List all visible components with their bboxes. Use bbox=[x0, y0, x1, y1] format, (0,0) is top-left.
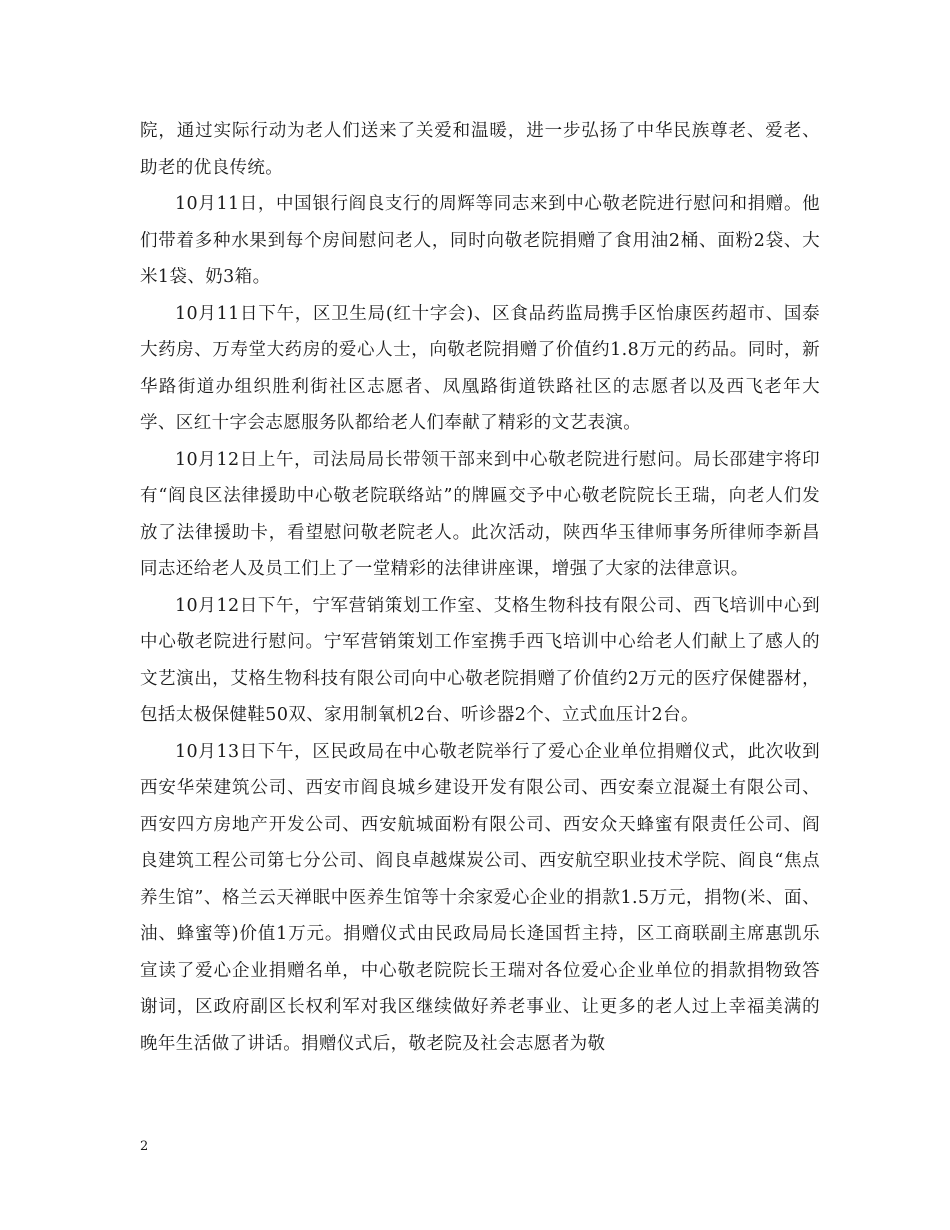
paragraph-3: 10月11日下午，区卫生局(红十字会)、区食品药监局携手区怡康医药超市、国泰大药房、万寿堂大药房的爱心人士，向敬老院捐赠了价值约1.8万元的药品。同时，新华路街道办组织胜利街社区志愿者、凤凰路街道铁路社区的志愿者以及西飞老年大学、区红十字会志愿服务队都给老人们奉献了精彩的文艺表演。 bbox=[140, 303, 820, 433]
paragraph-2: 10月11日，中国银行阎良支行的周辉等同志来到中心敬老院进行慰问和捐赠。他们带着多种水果到每个房间慰问老人，同时向敬老院捐赠了食用油2桶、面粉2袋、大米1袋、奶3箱。 bbox=[140, 194, 820, 287]
document-body bbox=[140, 113, 820, 1062]
page-number: 2 bbox=[140, 1139, 149, 1154]
paragraph-4: 10月12日上午，司法局局长带领干部来到中心敬老院进行慰问。局长邵建宇将印有“阎良区法律援助中心敬老院联络站”的牌匾交予中心敬老院院长王瑞，向老人们发放了法律援助卡，看望慰问敬老院老人。此次活动，陕西华玉律师事务所律师李新昌同志还给老人及员工们上了一堂精彩的法律讲座课，增强了大家的法律意识。 bbox=[140, 449, 820, 579]
paragraph-6: 10月13日下午，区民政局在中心敬老院举行了爱心企业单位捐赠仪式，此次收到西安华荣建筑公司、西安市阎良城乡建设开发有限公司、西安秦立混凝土有限公司、西安四方房地产开发公司、西安航城面粉有限公司、西安众天蜂蜜有限责任公司、阎良建筑工程公司第七分公司、阎良卓越煤炭公司、西安航空职业技术学院、阎良“焦点养生馆”、格兰云天禅眠中医养生馆等十余家爱心企业的捐款1.5万元，捐物(米、面、油、蜂蜜等)价值1万元。捐赠仪式由民政局局长逄国哲主持，区工商联副主席惠凯乐宣读了爱心企业捐赠名单，中心敬老院院长王瑞对各位爱心企业单位的捐款捐物致答谢词，区政府副区长权利军对我区继续做好养老事业、让更多的老人过上幸福美满的晚年生活做了讲话。捐赠仪式后，敬老院及社会志愿者为敬 bbox=[140, 741, 820, 1054]
paragraph-5: 10月12日下午，宁军营销策划工作室、艾格生物科技有限公司、西飞培训中心到中心敬老院进行慰问。宁军营销策划工作室携手西飞培训中心给老人们献上了感人的文艺演出，艾格生物科技有限公司向中心敬老院捐赠了价值约2万元的医疗保健器材，包括太极保健鞋50双、家用制氧机2台、听诊器2个、立式血压计2台。 bbox=[140, 595, 820, 725]
paragraph-1: 院，通过实际行动为老人们送来了关爱和温暖，进一步弘扬了中华民族尊老、爱老、助老的优良传统。 bbox=[140, 121, 820, 178]
